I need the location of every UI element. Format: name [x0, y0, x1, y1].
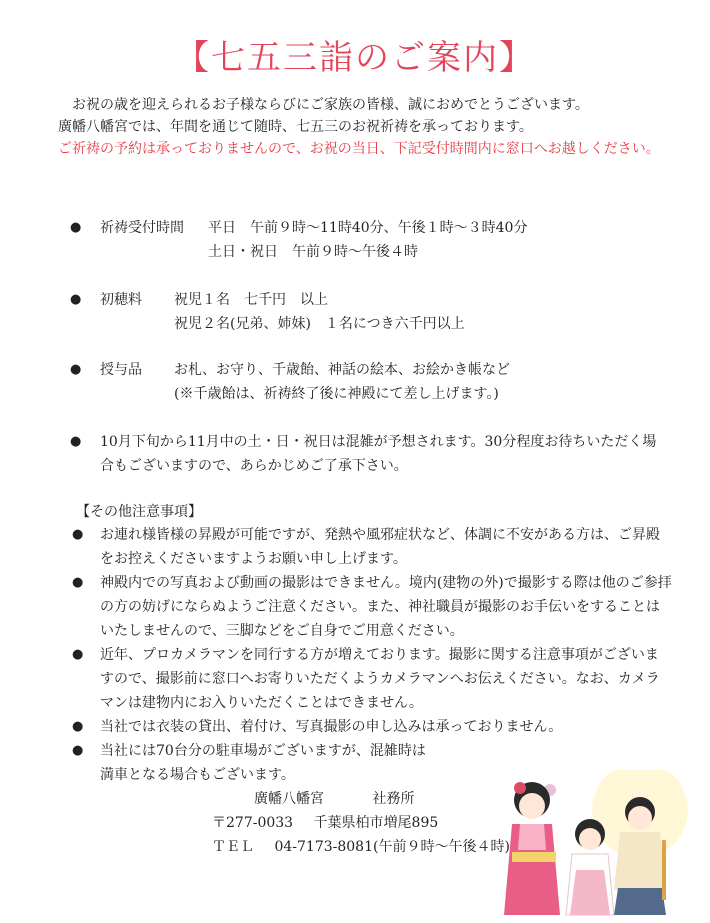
address-text: 千葉県柏市増尾895 [313, 815, 439, 831]
note-text: 近年、プロカメラマンを同行する方が増えております。撮影に関する注意事項がございますので、撮影前に窓口へお寄りいただくようカメラマンへお伝えください。なお、カメラマンは建物内にお入りいただくことはできません。 [100, 647, 660, 711]
fee-item [70, 288, 670, 336]
reception-label: 祈祷受付時間 [100, 220, 184, 236]
reception-weekend: 土日・祝日 午前９時～午後４時 [208, 244, 418, 260]
list-item [72, 715, 672, 739]
intro-line-info: 廣幡八幡宮では、年間を通じて随時、七五三のお祝祈祷を承っております。 [58, 119, 533, 135]
intro-section [58, 94, 678, 160]
shrine-name: 廣幡八幡宮 [254, 791, 324, 807]
gifts-line-two: (※千歳飴は、祈祷終了後に神殿にて差し上げます。) [174, 386, 499, 402]
list-item [72, 571, 672, 643]
intro-line-greeting: お祝の歳を迎えられるお子様ならびにご家族の皆様、誠におめでとうございます。 [72, 97, 589, 113]
page-title: 【七五三詣のご案内】 [175, 38, 535, 78]
bullet-icon: ● [72, 647, 84, 662]
list-item [72, 523, 672, 571]
crowd-item [70, 430, 670, 478]
bullet-icon: ● [72, 527, 84, 542]
notes-heading: 【その他注意事項】 [76, 504, 202, 520]
note-text: 神殿内での写真および動画の撮影はできません。境内(建物の外)で撮影する際は他のご参拝の方の妨げにならぬようご注意ください。また、神社職員が撮影のお手伝いをすることはいたしませんので、三脚などをご自身でご用意ください。 [100, 575, 672, 639]
fee-label: 初穂料 [100, 292, 142, 308]
fee-line-one: 祝児１名 七千円 以上 [174, 292, 328, 308]
gifts-label: 授与品 [100, 362, 142, 378]
fee-line-two: 祝児２名(兄弟、姉妹) １名につき六千円以上 [174, 316, 465, 332]
notes-list [72, 523, 672, 787]
note-text: 当社には70台分の駐車場がございますが、混雑時は満車となる場合もございます。 [100, 743, 426, 783]
shrine-office-info [212, 787, 526, 859]
tel-number: 04-7173-8081(午前９時～午後４時) [274, 839, 510, 855]
bullet-icon: ● [70, 292, 82, 307]
office-name: 社務所 [372, 791, 415, 807]
bullet-icon: ● [70, 220, 82, 235]
bullet-icon: ● [72, 575, 84, 590]
reception-hours-item [70, 216, 670, 264]
bullet-icon: ● [72, 719, 84, 734]
children-kimono-illustration-icon [490, 770, 700, 920]
bullet-icon: ● [70, 434, 82, 449]
crowd-text: 10月下旬から11月中の土・日・祝日は混雑が予想されます。30分程度お待ちいただく場合もございますので、あらかじめご了承下さい。 [100, 434, 657, 474]
bullet-icon: ● [72, 743, 84, 758]
gifts-line-one: お札、お守り、千歳飴、神話の絵本、お絵かき帳など [174, 362, 510, 378]
note-text: お連れ様皆様の昇殿が可能ですが、発熱や風邪症状など、体調に不安がある方は、ご昇殿をお控えくださいますようお願い申し上げます。 [100, 527, 660, 567]
note-text: 当社では衣装の貸出、着付け、写真撮影の申し込みは承っておりません。 [100, 719, 563, 735]
address-line [212, 811, 526, 835]
bullet-icon: ● [70, 362, 82, 377]
intro-line-notice: ご祈祷の予約は承っておりませんので、お祝の当日、下記受付時間内に窓口へお越しください。 [58, 141, 660, 157]
gifts-item [70, 358, 670, 406]
tel-label: ＴＥＬ [212, 839, 254, 855]
postal-code: 〒277-0033 [212, 815, 294, 831]
phone-line [212, 835, 526, 859]
reception-weekday: 平日 午前９時～11時40分、午後１時～３時40分 [208, 220, 528, 236]
list-item [72, 643, 672, 715]
